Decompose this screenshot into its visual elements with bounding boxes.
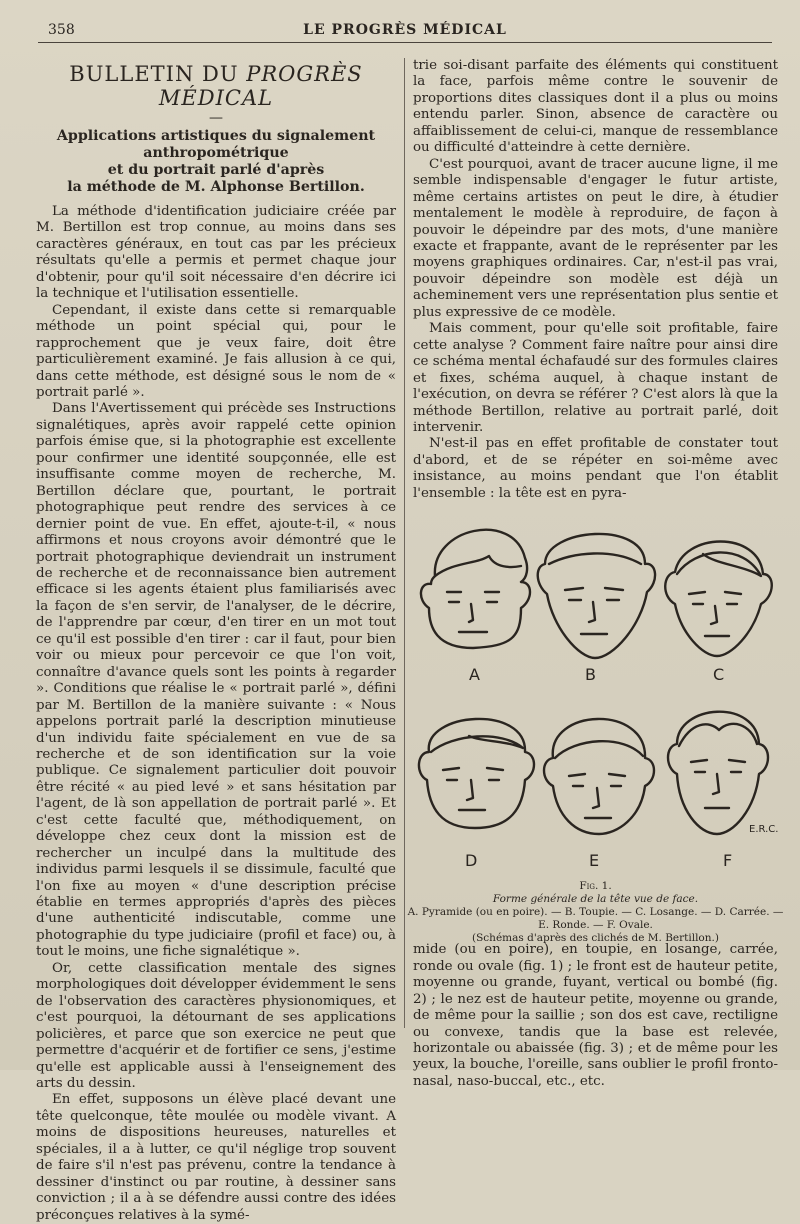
- paragraph: Or, cette classification mentale des signes morphologiques doit développer évidemment le sens de l'observation des caractères physionomiques, et c'est pourquoi, la détournant de ses applications policières, et parce que son exercice ne peut que permettre d'acquérir et de fortifier ce sens, j'estime qu'elle est applicable aussi à l'enseignement des arts du dessin.: [36, 960, 396, 1092]
- bulletin-title-prefix: BULLETIN DU: [69, 62, 239, 86]
- figure-title: Forme générale de la tête vue de face.: [492, 893, 699, 906]
- letter-f: F: [723, 851, 733, 871]
- head-shape-c: [665, 542, 772, 657]
- article-title-line: et du portrait parlé d'après: [107, 162, 325, 178]
- paragraph: mide (ou en poire), en toupie, en losange, carrée, ronde ou ovale (fig. 1) ; le front est de hauteur petite, moyenne ou grande, fuyant, vertical ou bombé (fig. 2) ; le nez est de hauteur petite, moyenne ou grande, de même pour la saillie ; son dos est cave, rectiligne ou convexe, tandis que la base est relevée, horizontale ou abaissée (fig. 3) ; et de même pour les yeux, la bouche, l'oreille, sans oublier le profil fronto-nasal, naso-buccal, etc., etc.: [413, 942, 778, 1089]
- left-column: [36, 58, 396, 1224]
- head-shape-a: [421, 530, 530, 648]
- head-shape-b: [538, 534, 655, 658]
- running-head: LE PROGRÈS MÉDICAL: [303, 22, 507, 38]
- paragraph: Dans l'Avertissement qui précède ses Instructions signalétiques, après avoir rappelé cette opinion parfois émise que, si la photographie est excellente pour confirmer une identité soupçonnée, elle est insuffisante comme moyen de recherche, M. Bertillon déclare que, pourtant, le portrait photographique peut rendre des services à ce dernier point de vue. En effet, ajoute-t-il, « nous affirmons et nous croyons avoir démontré que le portrait photographique deviendrait un instrument de recherche et de reconnaissance bien autrement efficace si les agents étaient plus familiarisés avec la façon de s'en servir, de l'analyser, de le décrire, de l'apprendre par cœur, d'en tirer en un mot tout ce qu'il est possible d'en tirer : car il faut, pour bien voir ou mieux pour percevoir ce que l'on voit, connaître d'avance quels sont les points à regarder ». Conditions que réalise le « portrait parlé », défini par M. Bertillon de la manière suivante : « Nous appelons portrait parlé la description minutieuse d'un individu faite spécialement en vue de sa recherche et de son identification sur la voie publique. Ce signalement particulier doit pouvoir être récité « au pied levé » et sans hésitation par l'agent, de là son appellation de portrait parlé ». Et c'est cette faculté que, méthodiquement, on développe chez ceux dont la mission est de rechercher un inculpé dans la multitude des individus parmi lesquels il se dissimule, faculté que l'on fixe au moyen « d'une description précise établie en termes appropriés d'après des pièces d'une authenticité indiscutable, comme une photographie du type judiciaire (profil et face) ou, à tout le moins, une fiche signalétique ».: [36, 401, 396, 960]
- figure-source: (Schémas d'après des clichés de M. Bertillon.): [472, 932, 719, 945]
- article-title-line: la méthode de M. Alphonse Bertillon.: [67, 179, 365, 195]
- paragraph: C'est pourquoi, avant de tracer aucune ligne, il me semble indispensable d'engager le futur artiste, même certains artistes on peut le dire, à étudier mentalement le modèle à reproduire, de façon à pouvoir le dépeindre par des mots, d'une manière exacte et frappante, avant de le représenter par les moyens graphiques ordinaires. Car, n'est-il pas vrai, pouvoir dépeindre son modèle est déjà un acheminement vers une représentation plus sentie et plus expressive de ce modèle.: [413, 156, 778, 320]
- letter-c: C: [713, 665, 725, 685]
- article-title-line: Applications artistiques du signalement anthropométrique: [56, 128, 376, 161]
- artist-signature: E.R.C.: [749, 824, 778, 836]
- title-dash: —: [209, 110, 223, 126]
- head-shape-d: [419, 719, 534, 828]
- paragraph: La méthode d'identification judiciaire créée par M. Bertillon est trop connue, au moins dans ses caractères généraux, en tout cas par les précieux résultats qu'elle a permis et permet chaque jour d'obtenir, pour qu'il soit nécessaire d'en décrire ici la technique et l'utilisation essentielle.: [36, 204, 396, 302]
- paragraph: N'est-il pas en effet profitable de constater tout d'abord, et de se répéter en soi-même avec insistance, au moins pendant que l'on établit l'ensemble : la tête est en pyra-: [413, 436, 778, 501]
- head-shapes-illustration: [413, 508, 778, 878]
- figure-number: Fig. 1.: [579, 880, 612, 893]
- article-title: [36, 128, 396, 196]
- head-shape-e: [544, 719, 654, 834]
- right-column: [407, 58, 784, 1090]
- bulletin-title-italic: PROGRÈS MÉDICAL: [158, 62, 363, 110]
- paragraph: Mais comment, pour qu'elle soit profitable, faire cette analyse ? Comment faire naître pour ainsi dire ce schéma mental échafaudé sur des formules claires et fixes, schéma auquel, à chaque instant de l'exécution, on devra se référer ? C'est alors là que la méthode Bertillon, relative au portrait parlé, doit intervenir.: [413, 321, 778, 435]
- letter-d: D: [465, 851, 478, 871]
- column-divider: [404, 58, 405, 1028]
- page-header: [38, 20, 772, 43]
- paragraph: Cependant, il existe dans cette si remarquable méthode un point spécial qui, pour le rapprochement que je veux faire, doit être particulièrement examiné. Je fais allusion à ce qui, dans cette méthode, est désigné sous le nom de « portrait parlé ».: [36, 302, 396, 400]
- figure-legend: A. Pyramide (ou en poire). — B. Toupie. — C. Losange. — D. Carrée. — E. Ronde. — F. Ovale.: [407, 906, 784, 932]
- page-number: 358: [48, 22, 75, 38]
- letter-a: A: [469, 665, 480, 685]
- figure-caption: [407, 880, 784, 945]
- head-shape-f: [668, 712, 768, 834]
- bulletin-title: [36, 62, 396, 110]
- paragraph: trie soi-disant parfaite des éléments qui constituent la face, parfois même contre le souvenir de proportions dites classiques dont il a plus ou moins entendu parler. Sinon, absence de caractère ou affaiblissement de celui-ci, manque de ressemblance ou difficulté d'atteindre à cette dernière.: [413, 58, 778, 156]
- letter-b: B: [585, 665, 596, 685]
- figure-head-shapes: [407, 508, 784, 945]
- paragraph: En effet, supposons un élève placé devant une tête quelconque, tête moulée ou modèle vivant. A moins de dispositions heureuses, naturelles et spéciales, il a à lutter, ce qu'il néglige trop souvent de faire s'il n'est pas prévenu, contre la tendance à dessiner d'instinct ou par routine, à dessiner sans conviction ; il a à se défendre aussi contre des idées préconçues relatives à la symé-: [36, 1092, 396, 1223]
- letter-e: E: [589, 851, 600, 871]
